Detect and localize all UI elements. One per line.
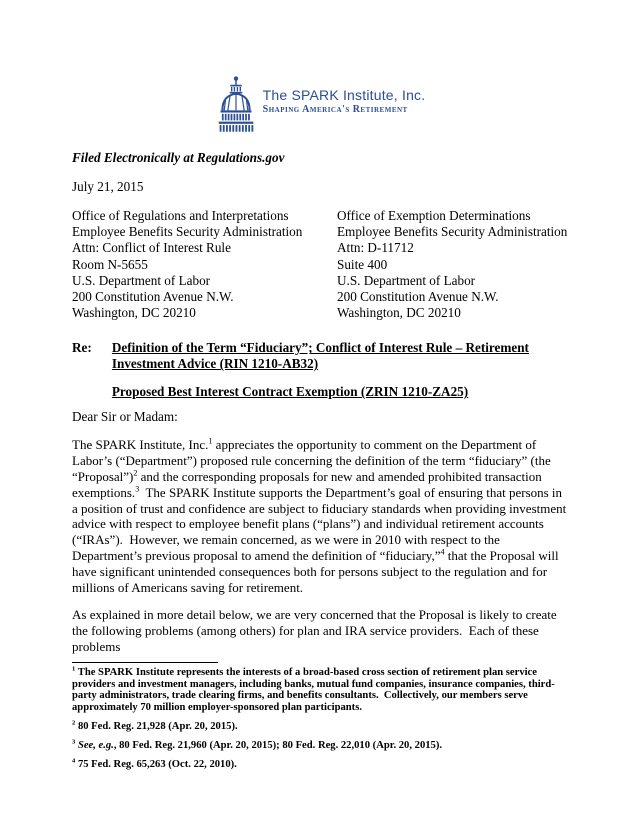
footnote-text: The SPARK Institute represents the interests of a broad-based cross section of retirement plan service providers and investment managers, including banks, mutual fund companies, insurance companies, third-party administrators, trade clearing firms, and benefits consultants. Collectively, our members serve approximately 70 million employer-sponsored plan participants. (72, 666, 555, 714)
footnote-3 (72, 740, 569, 752)
re-subject-1 (112, 340, 569, 372)
footnote-separator (72, 662, 218, 663)
footnote-marker: 2 (72, 719, 76, 727)
footnote-text: 80 Fed. Reg. 21,928 (Apr. 20, 2015). (77, 720, 238, 732)
filing-note: Filed Electronically at Regulations.gov (72, 150, 285, 165)
re-subjects (112, 340, 569, 400)
footnote-marker: 3 (72, 738, 76, 746)
logo-text (263, 87, 426, 115)
re-subject-2 (112, 384, 569, 400)
re-block (72, 340, 569, 400)
address-line: 200 Constitution Avenue N.W. (72, 289, 234, 305)
org-name: The SPARK Institute, Inc. (262, 87, 426, 103)
spark-logo (72, 75, 569, 133)
org-tagline: Shaping America's Retirement (262, 104, 408, 116)
capitol-dome-icon (216, 75, 256, 133)
address-line: Employee Benefits Security Administration (72, 224, 303, 240)
salutation: Dear Sir or Madam: (72, 409, 178, 425)
address-line: 200 Constitution Avenue N.W. (337, 289, 499, 305)
letter-date: July 21, 2015 (72, 179, 144, 194)
re-subject-line: Investment Advice (RIN 1210-AB32) (111, 356, 319, 372)
address-line: Washington, DC 20210 (72, 305, 196, 321)
footnote-4 (72, 759, 569, 771)
footnote-text: 75 Fed. Reg. 65,263 (Oct. 22, 2010). (77, 758, 237, 770)
address-line: Office of Regulations and Interpretations (72, 208, 289, 223)
re-subject-line: Proposed Best Interest Contract Exemption (ZRIN 1210-ZA25) (111, 384, 469, 400)
recipient-block-1 (72, 208, 337, 321)
address-line: Attn: Conflict of Interest Rule (72, 240, 231, 256)
address-line: U.S. Department of Labor (337, 272, 476, 288)
address-line: Washington, DC 20210 (337, 305, 461, 321)
address-line: Office of Exemption Determinations (337, 208, 531, 223)
body-paragraph-2: As explained in more detail below, we are very concerned that the Proposal is likely to create the following problems (among others) for plan and IRA service providers. Each of these problems (72, 607, 560, 654)
address-line: Attn: D-11712 (337, 240, 414, 256)
recipient-addresses (72, 208, 569, 321)
address-line: Employee Benefits Security Administration (337, 224, 568, 240)
footnote-1 (72, 667, 569, 714)
re-label: Re: (72, 340, 92, 356)
footnote-marker: 1 (72, 665, 76, 673)
address-line: Room N-5655 (72, 256, 148, 272)
recipient-block-2 (337, 208, 569, 321)
footnotes (72, 667, 569, 771)
address-line: Suite 400 (337, 256, 388, 272)
footnote-2 (72, 721, 569, 733)
body-paragraph-1: The SPARK Institute, Inc.$^1$ appreciates the opportunity to comment on the Department of Labor’s (“Department”) proposed rule concerning the definition of the term “fiduciary” (the “Proposal”)$^2$ and the corresponding proposals for new and amended prohibited transaction exemptions.$^3$ The SPARK Institute supports the Department’s goal of ensuring that persons in a position of trust and confidence are subject to fiduciary standards when providing investment advice with respect to employee benefit plans (“plans”) and individual retirement accounts (“IRAs”). However, we remain concerned, as we were in 2010 with respect to the Department’s previous proposal to amend the definition of “fiduciary,”$^4$ that the Proposal will have significant unintended consequences both for persons subject to the regulation and for millions of Americans saving for retirement. (72, 437, 570, 595)
footnote-marker: 4 (72, 757, 76, 765)
re-subject-line: Definition of the Term “Fiduciary”; Conflict of Interest Rule – Retirement (111, 340, 529, 356)
address-line: U.S. Department of Labor (72, 272, 211, 288)
footnote-text: See, e.g., 80 Fed. Reg. 21,960 (Apr. 20, 2015); 80 Fed. Reg. 22,010 (Apr. 20, 2015). (77, 739, 443, 751)
